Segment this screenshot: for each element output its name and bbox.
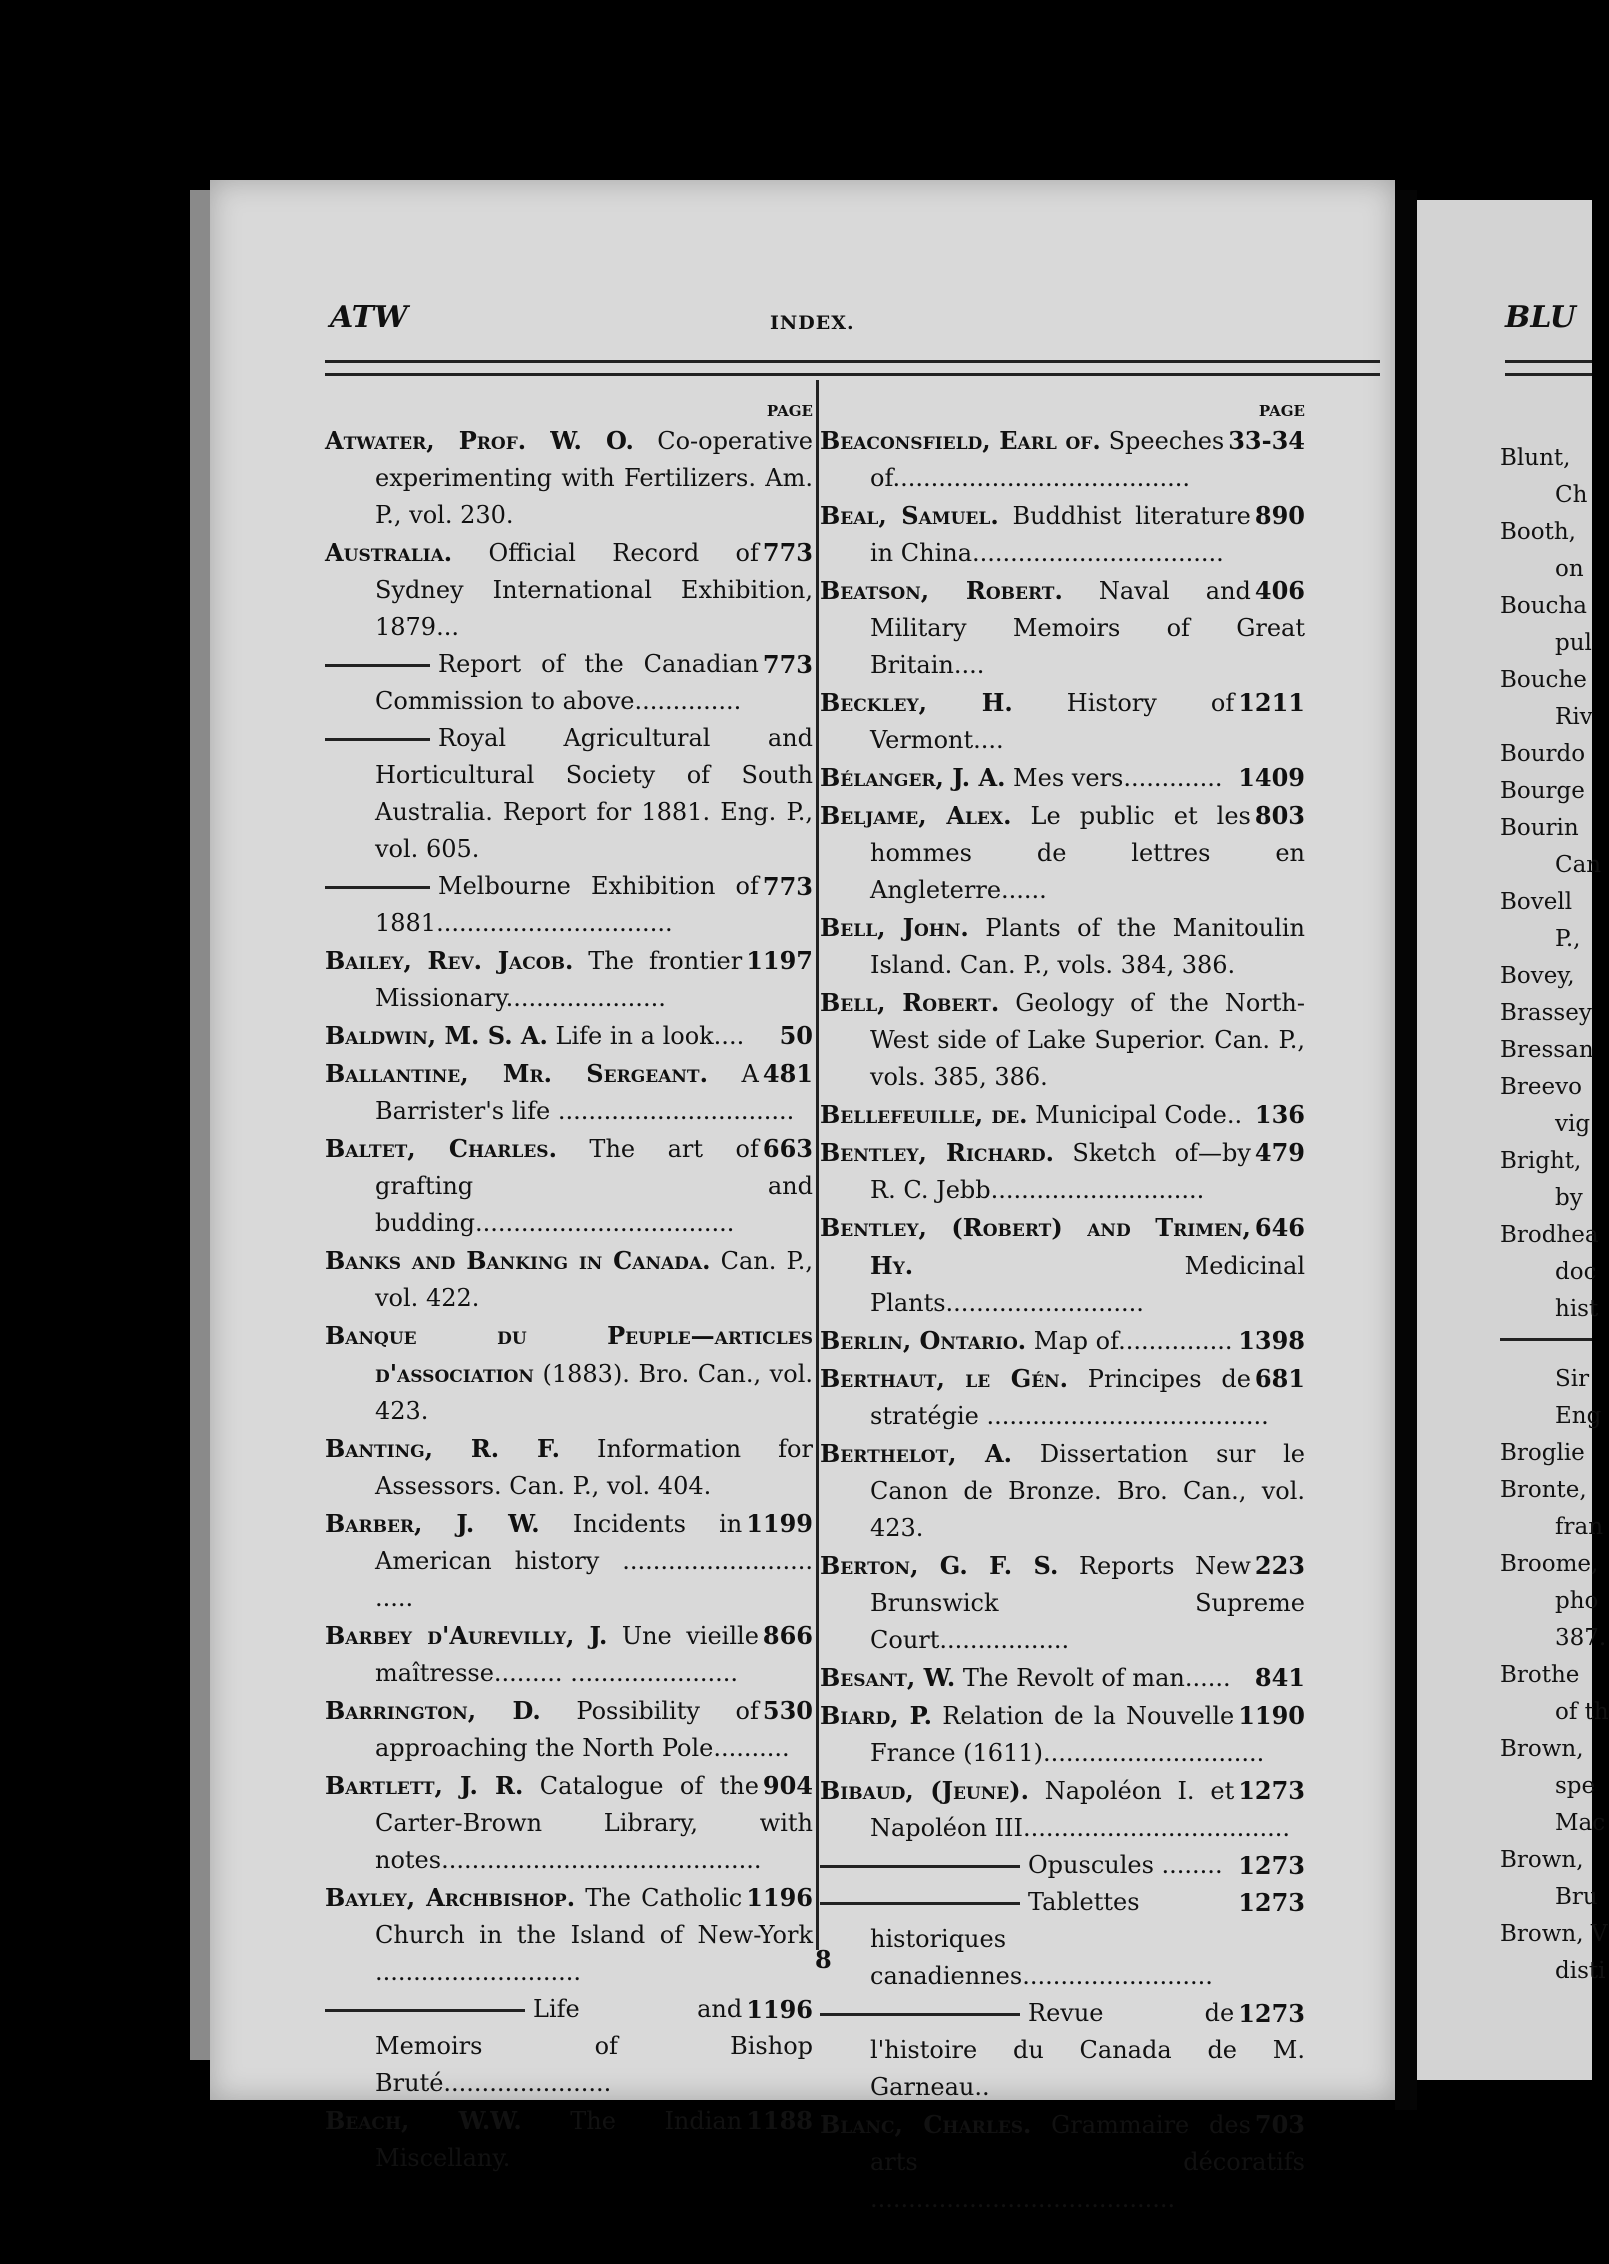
index-entry <box>820 1659 1305 1697</box>
entry-heading: Berthelot, A. <box>820 1439 1013 1468</box>
entry-text: Mes vers............. <box>1005 764 1223 792</box>
entry-text: Buddhist literature in China................................. <box>870 502 1251 567</box>
entry-text: (1883). Bro. Can., vol. 423. <box>375 1360 813 1425</box>
index-entry <box>325 868 813 942</box>
index-entry <box>325 1430 813 1505</box>
facing-entry-fragment: Bourge <box>1500 778 1585 804</box>
index-entry <box>820 1209 1305 1322</box>
entry-text: The frontier Missionary..................... <box>375 947 743 1012</box>
entry-text: Sketch of—by R. C. Jebb............................ <box>870 1139 1251 1204</box>
entry-heading: Bartlett, J. R. <box>325 1771 524 1800</box>
facing-page-column <box>1500 440 1609 1990</box>
facing-entry-fragment: Mac <box>1555 1810 1606 1836</box>
ditto-rule <box>820 1865 1020 1868</box>
entry-text: Municipal Code.. <box>1027 1101 1243 1129</box>
facing-entry-fragment: of th <box>1555 1699 1609 1725</box>
entry-text: The Catholic Church in the Island of New-York ........................... <box>375 1884 813 1986</box>
facing-entry-fragment: Bourin <box>1500 815 1579 841</box>
entry-page-number: 1188 <box>746 2106 813 2135</box>
index-entry <box>820 422 1305 497</box>
entry-heading: Banque du Peuple—articles d'association <box>325 1321 813 1388</box>
entry-heading: Australia. <box>325 538 453 567</box>
entry-text: Medicinal Plants.......................... <box>870 1252 1305 1317</box>
section-rule <box>1500 1338 1592 1341</box>
column-rule <box>816 380 819 1950</box>
entry-text: Melbourne Exhibition of 1881............................... <box>375 872 759 937</box>
entry-page-number: 1398 <box>1238 1326 1305 1355</box>
index-entry <box>325 1017 813 1055</box>
entry-heading: Beal, Samuel. <box>820 501 999 530</box>
index-entry <box>325 534 813 646</box>
index-entry <box>325 942 813 1017</box>
index-entry <box>325 1692 813 1767</box>
facing-entry-fragment: Can <box>1555 852 1602 878</box>
index-column-right <box>820 400 1305 2218</box>
entry-heading: Blanc, Charles. <box>820 2110 1032 2139</box>
entry-page-number: 479 <box>1254 1138 1305 1167</box>
facing-entry-fragment: Brodhea <box>1500 1222 1599 1248</box>
index-entry <box>820 1884 1305 1995</box>
entry-text: Official Record of Sydney International Exhibition, 1879... <box>375 539 813 641</box>
index-entry <box>820 1322 1305 1360</box>
entry-text: Information for Assessors. Can. P., vol. 404. <box>375 1435 813 1500</box>
entry-page-number: 663 <box>762 1134 813 1163</box>
index-entry <box>820 684 1305 759</box>
index-entry <box>325 720 813 868</box>
entry-page-number: 1273 <box>1238 1888 1305 1917</box>
entry-heading: Barbey d'Aurevilly, J. <box>325 1621 608 1650</box>
entry-text: Reports New Brunswick Supreme Court................. <box>870 1552 1305 1654</box>
index-entry <box>325 1055 813 1130</box>
entry-text: History of Vermont.... <box>870 689 1235 754</box>
index-entry <box>820 1697 1305 1772</box>
entry-heading: Banks and Banking in Canada. <box>325 1246 711 1275</box>
entry-text: Can. P., vol. 422. <box>375 1247 814 1312</box>
entry-text: Opuscules ........ <box>1028 1851 1223 1879</box>
entry-heading: Baldwin, M. S. A. <box>325 1021 548 1050</box>
entry-page-number: 1273 <box>1238 1999 1305 2028</box>
entry-text: Napoléon I. et Napoléon III................................... <box>870 1777 1290 1842</box>
entry-text: Tablettes historiques canadiennes......................... <box>870 1888 1213 1990</box>
facing-entry-fragment: Ch <box>1555 482 1588 508</box>
entry-heading: Baltet, Charles. <box>325 1134 557 1163</box>
facing-entry-fragment: Broome, <box>1500 1551 1599 1577</box>
index-entry <box>820 497 1305 572</box>
entry-heading: Bélanger, J. A. <box>820 763 1006 792</box>
entry-page-number: 1409 <box>1238 763 1305 792</box>
index-entry <box>325 1130 813 1242</box>
facing-entry-fragment: doc <box>1555 1259 1597 1285</box>
entry-heading: Bibaud, (Jeune). <box>820 1776 1029 1805</box>
entry-text: Life in a look.... <box>547 1022 745 1050</box>
entry-page-number: 1196 <box>746 1995 813 2024</box>
facing-entry-fragment: vig <box>1555 1111 1591 1137</box>
entry-heading: Beaconsfield, Earl of. <box>820 426 1101 455</box>
ditto-rule <box>820 1902 1020 1905</box>
ditto-rule <box>325 886 430 889</box>
index-entry <box>325 1617 813 1692</box>
entry-page-number: 890 <box>1254 501 1305 530</box>
entry-heading: Bailey, Rev. Jacob. <box>325 946 574 975</box>
entry-page-number: 1190 <box>1238 1701 1305 1730</box>
entry-text: Le public et les hommes de lettres en Angleterre...... <box>870 802 1305 904</box>
facing-entry-fragment: disti <box>1555 1958 1606 1984</box>
running-head-left: ATW <box>330 300 408 335</box>
entry-page-number: 703 <box>1254 2110 1305 2139</box>
entry-text: Catalogue of the Carter-Brown Library, with notes.......................................... <box>375 1772 813 1874</box>
entry-text: Grammaire des arts décoratifs ........................................ <box>870 2111 1305 2213</box>
entry-page-number: 1197 <box>746 946 813 975</box>
entry-text: The art of grafting and budding.................................. <box>375 1135 813 1237</box>
facing-entry-fragment: Bourdo <box>1500 741 1586 767</box>
entry-text: Incidents in American history ......................... ..... <box>375 1510 813 1612</box>
index-entry <box>325 422 813 534</box>
facing-entry-fragment: Broglie <box>1500 1440 1585 1466</box>
running-head-right: BLU <box>1505 300 1576 335</box>
entry-heading: Bayley, Archbishop. <box>325 1883 576 1912</box>
entry-heading: Bell, Robert. <box>820 988 1000 1017</box>
index-entry <box>820 759 1305 797</box>
page-number: 8 <box>815 1945 832 1974</box>
facing-entry-fragment: Bru <box>1555 1884 1598 1910</box>
entry-page-number: 136 <box>1254 1100 1305 1129</box>
entry-page-number: 1199 <box>746 1509 813 1538</box>
facing-entry-fragment: on <box>1555 556 1584 582</box>
entry-page-number: 1273 <box>1238 1851 1305 1880</box>
entry-heading: Berlin, Ontario. <box>820 1326 1027 1355</box>
facing-entry-fragment: fran <box>1555 1514 1604 1540</box>
entry-heading: Beach, W.W. <box>325 2106 522 2135</box>
entry-page-number: 50 <box>779 1021 813 1050</box>
ditto-rule <box>325 664 430 667</box>
index-entry <box>820 1360 1305 1435</box>
entry-page-number: 1196 <box>746 1883 813 1912</box>
index-entry <box>325 646 813 720</box>
facing-entry-fragment: Bright, <box>1500 1148 1582 1174</box>
entry-page-number: 803 <box>1254 801 1305 830</box>
entry-text: Dissertation sur le Canon de Bronze. Bro. Can., vol. 423. <box>870 1440 1305 1542</box>
entry-page-number: 841 <box>1254 1663 1305 1692</box>
entry-page-number: 530 <box>762 1696 813 1725</box>
facing-entry-fragment: Bronte, <box>1500 1477 1587 1503</box>
entry-text: The Revolt of man...... <box>955 1664 1231 1692</box>
entry-heading: Biard, P. <box>820 1701 933 1730</box>
index-entry <box>820 984 1305 1096</box>
entry-heading: Bellefeuille, de. <box>820 1100 1028 1129</box>
entry-heading: Ballantine, Mr. Sergeant. <box>325 1059 708 1088</box>
facing-entry-fragment: pho <box>1555 1588 1599 1614</box>
entry-heading: Barrington, D. <box>325 1696 541 1725</box>
page-edge <box>190 190 210 2060</box>
ditto-rule <box>325 738 430 741</box>
index-entry <box>820 1995 1305 2106</box>
entry-text: Geology of the North-West side of Lake Superior. Can. P., vols. 385, 386. <box>870 989 1305 1091</box>
entry-page-number: 481 <box>762 1059 813 1088</box>
entry-heading: Berton, G. F. S. <box>820 1551 1059 1580</box>
facing-entry-fragment: by <box>1555 1185 1583 1211</box>
facing-entry-fragment: Bovell <box>1500 889 1573 915</box>
index-entry <box>820 909 1305 984</box>
index-entry <box>820 1847 1305 1884</box>
index-entry <box>820 1134 1305 1209</box>
facing-entry-fragment: P., <box>1555 926 1581 952</box>
entry-page-number: 773 <box>762 650 813 679</box>
entry-text: Possibility of approaching the North Pole.......... <box>375 1697 790 1762</box>
entry-text: The Indian Miscellany. <box>375 2107 743 2172</box>
facing-entry-fragment: Booth, <box>1500 519 1576 545</box>
ditto-rule <box>325 2009 525 2012</box>
entry-text: Report of the Canadian Commission to above.............. <box>375 650 759 715</box>
facing-entry-fragment: Bovey, <box>1500 963 1575 989</box>
entry-page-number: 904 <box>762 1771 813 1800</box>
facing-entry-fragment: Eng <box>1555 1403 1602 1429</box>
entry-page-number: 406 <box>1254 576 1305 605</box>
page-gutter <box>1395 190 1417 2110</box>
index-entry <box>325 1317 813 1430</box>
entry-page-number: 773 <box>762 538 813 567</box>
entry-heading: Bentley, (Robert) and Trimen, Hy. <box>820 1213 1251 1280</box>
entry-heading: Beckley, H. <box>820 688 1013 717</box>
facing-entry-fragment: Blunt, <box>1500 445 1571 471</box>
entry-page-number: 1273 <box>1238 1776 1305 1805</box>
index-entry <box>325 2102 813 2177</box>
index-entry <box>820 572 1305 684</box>
entry-heading: Bentley, Richard. <box>820 1138 1054 1167</box>
ditto-rule <box>820 2013 1020 2016</box>
facing-entry-fragment: Brothe <box>1500 1662 1580 1688</box>
running-head-center: INDEX. <box>770 312 855 334</box>
facing-entry-fragment: Boucha <box>1500 593 1587 619</box>
entry-heading: Barber, J. W. <box>325 1509 540 1538</box>
entry-heading: Besant, W. <box>820 1663 956 1692</box>
entry-text: Naval and Military Memoirs of Great Britain.... <box>870 577 1305 679</box>
facing-entry-fragment: Bouche <box>1500 667 1587 693</box>
index-entry <box>325 1505 813 1617</box>
index-entry <box>325 1242 813 1317</box>
index-entry <box>820 1772 1305 1847</box>
entry-text: Plants of the Manitoulin Island. Can. P., vols. 384, 386. <box>870 914 1306 979</box>
facing-entry-fragment: 387. <box>1555 1625 1607 1651</box>
facing-entry-fragment: spe <box>1555 1773 1596 1799</box>
entry-text: Une vieille maîtresse......... ...................... <box>375 1622 759 1687</box>
entry-heading: Berthaut, le Gén. <box>820 1364 1069 1393</box>
entry-heading: Bell, John. <box>820 913 969 942</box>
index-column-left <box>325 400 813 2177</box>
facing-entry-fragment: Brown, <box>1500 1847 1584 1873</box>
entry-page-number: 773 <box>762 872 813 901</box>
facing-entry-fragment: pul <box>1555 630 1592 656</box>
index-entry <box>820 1096 1305 1134</box>
entry-page-number: 33-34 <box>1228 426 1305 455</box>
entry-text: Co-operative experimenting with Fertilizers. Am. P., vol. 230. <box>375 427 813 529</box>
entry-text: Royal Agricultural and Horticultural Society of South Australia. Report for 1881. Eng. P., vol. 605. <box>375 724 813 863</box>
facing-entry-fragment: hist <box>1555 1296 1599 1322</box>
facing-entry-fragment: Brown, V <box>1500 1921 1608 1947</box>
entry-text: Map of............... <box>1026 1327 1233 1355</box>
index-entry <box>820 797 1305 909</box>
page-column-label: PAGE <box>766 402 813 420</box>
index-entry <box>325 1767 813 1879</box>
entry-heading: Banting, R. F. <box>325 1434 560 1463</box>
entry-text: Relation de la Nouvelle France (1611)............................. <box>870 1702 1265 1767</box>
page-column-label: PAGE <box>1258 402 1305 420</box>
entry-heading: Atwater, Prof. W. O. <box>325 426 634 455</box>
entry-text: Speeches of....................................... <box>870 427 1225 492</box>
facing-entry-fragment: Brown, <box>1500 1736 1584 1762</box>
entry-text: A Barrister's life ............................... <box>375 1060 795 1125</box>
index-entry <box>820 1547 1305 1659</box>
facing-entry-fragment: Riv <box>1555 704 1593 730</box>
header-rule-facing <box>1505 360 1592 376</box>
index-entry <box>325 1879 813 1991</box>
entry-page-number: 223 <box>1254 1551 1305 1580</box>
entry-text: Principes de stratégie ..................................... <box>870 1365 1269 1430</box>
entry-heading: Beatson, Robert. <box>820 576 1063 605</box>
index-entry <box>820 1435 1305 1547</box>
entry-page-number: 681 <box>1254 1364 1305 1393</box>
entry-page-number: 646 <box>1254 1213 1305 1242</box>
header-rule <box>325 360 1380 376</box>
index-entry <box>325 1991 813 2102</box>
entry-text: Revue de l'histoire du Canada de M. Garneau.. <box>870 1999 1305 2101</box>
entry-page-number: 1211 <box>1238 688 1305 717</box>
entry-text: Life and Memoirs of Bishop Bruté...................... <box>375 1995 813 2097</box>
facing-entry-fragment: Bressan <box>1500 1037 1594 1063</box>
facing-entry-fragment: Sir <box>1555 1366 1590 1392</box>
facing-entry-fragment: Breevo <box>1500 1074 1582 1100</box>
facing-entry-fragment: Brassey <box>1500 1000 1592 1026</box>
entry-heading: Beljame, Alex. <box>820 801 1012 830</box>
index-entry <box>820 2106 1305 2218</box>
entry-page-number: 866 <box>762 1621 813 1650</box>
